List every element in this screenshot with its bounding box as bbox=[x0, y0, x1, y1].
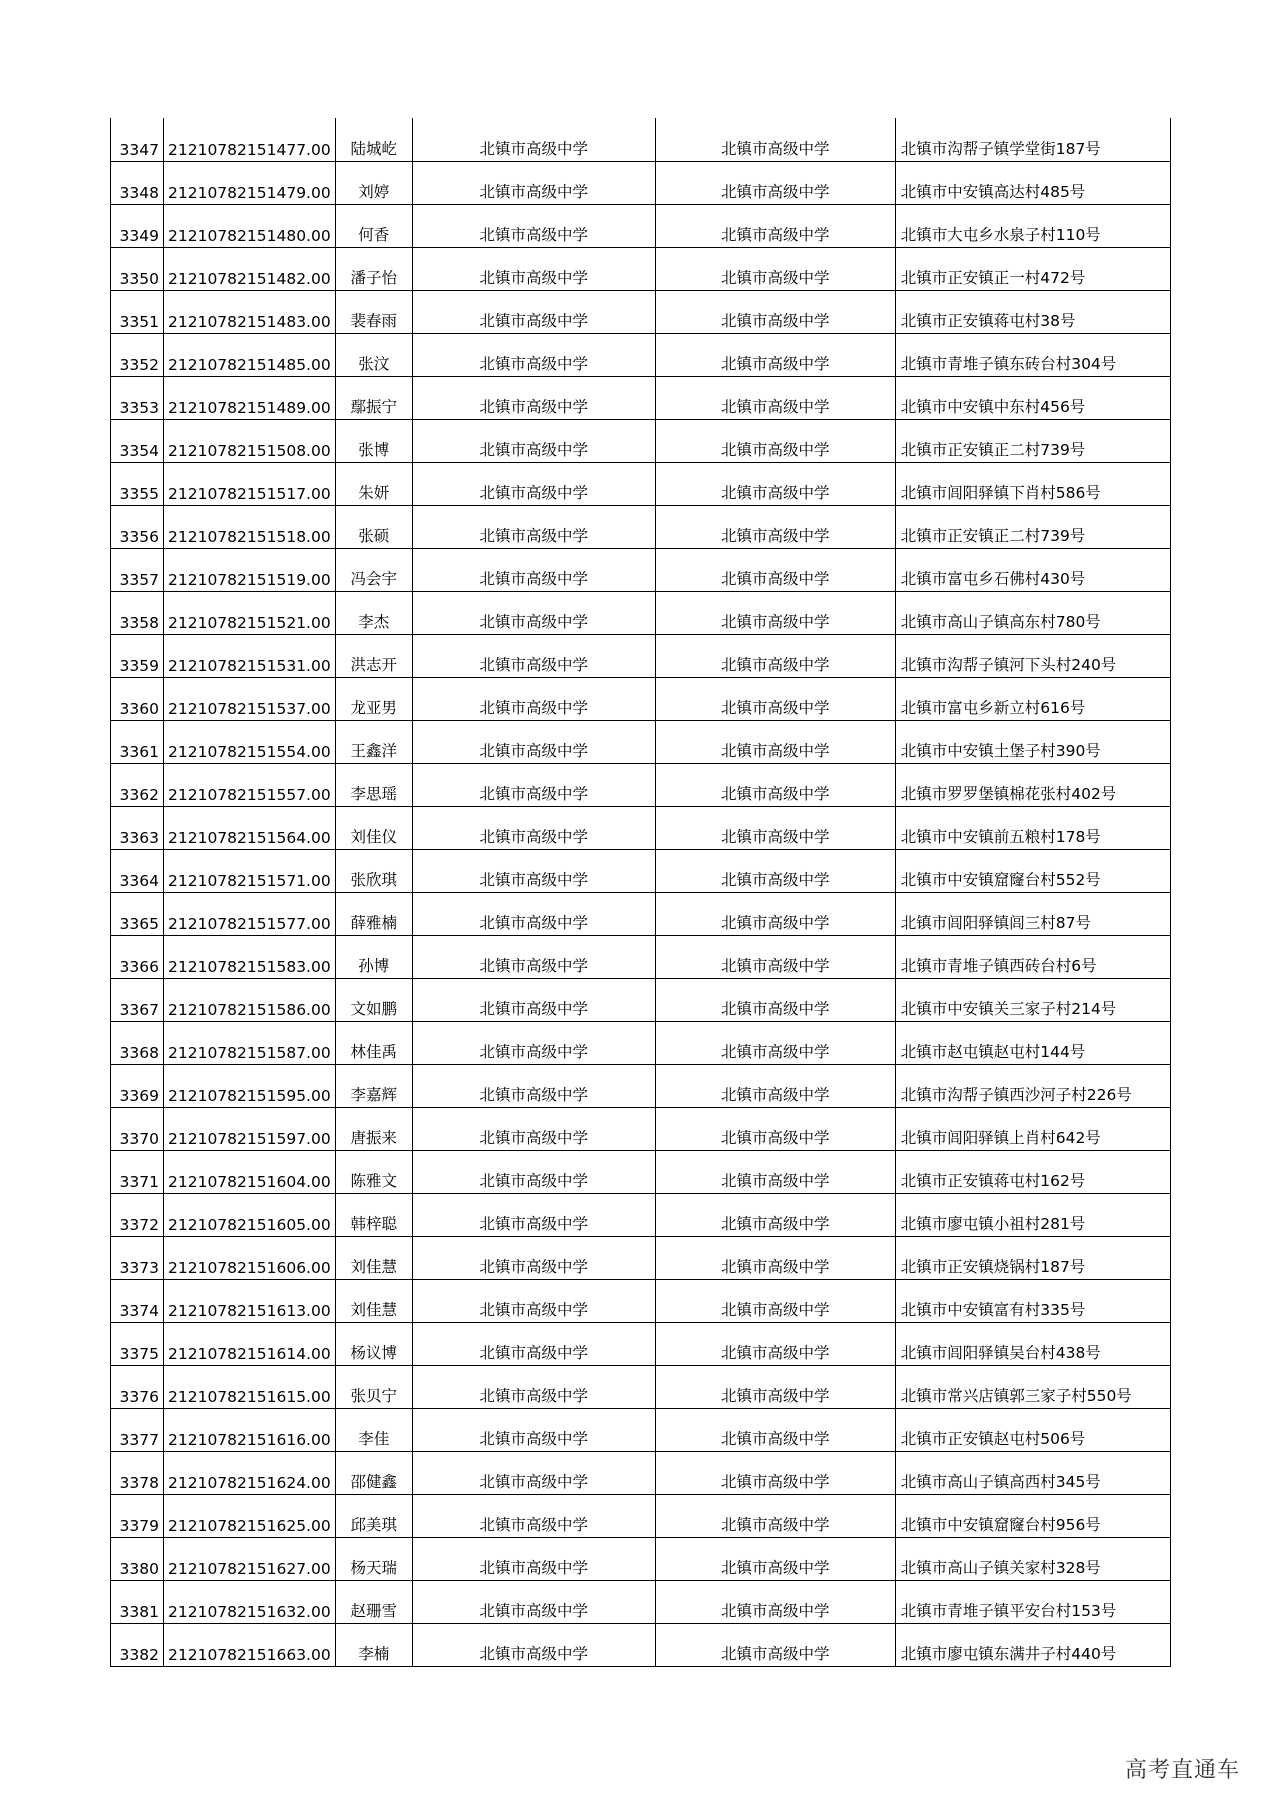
row-student-name: 唐振来 bbox=[335, 1107, 412, 1150]
row-seq-number: 3379 bbox=[111, 1494, 164, 1537]
row-seq-number: 3368 bbox=[111, 1021, 164, 1064]
row-home-address: 北镇市中安镇前五粮村178号 bbox=[895, 806, 1170, 849]
table-row bbox=[111, 1322, 1171, 1365]
row-seq-number: 3359 bbox=[111, 634, 164, 677]
row-exam-id: 21210782151587.00 bbox=[164, 1021, 336, 1064]
row-graduate-school: 北镇市高级中学 bbox=[412, 1494, 655, 1537]
table-row bbox=[111, 247, 1171, 290]
row-exam-id: 21210782151485.00 bbox=[164, 333, 336, 376]
table-row bbox=[111, 333, 1171, 376]
row-admitted-school: 北镇市高级中学 bbox=[655, 849, 895, 892]
row-admitted-school: 北镇市高级中学 bbox=[655, 892, 895, 935]
row-home-address: 北镇市正安镇烧锅村187号 bbox=[895, 1236, 1170, 1279]
row-admitted-school: 北镇市高级中学 bbox=[655, 677, 895, 720]
row-home-address: 北镇市沟帮子镇河下头村240号 bbox=[895, 634, 1170, 677]
row-admitted-school: 北镇市高级中学 bbox=[655, 935, 895, 978]
row-graduate-school: 北镇市高级中学 bbox=[412, 1064, 655, 1107]
row-seq-number: 3378 bbox=[111, 1451, 164, 1494]
row-graduate-school: 北镇市高级中学 bbox=[412, 677, 655, 720]
table-row bbox=[111, 1623, 1171, 1666]
row-seq-number: 3356 bbox=[111, 505, 164, 548]
table-row bbox=[111, 1150, 1171, 1193]
row-student-name: 薛雅楠 bbox=[335, 892, 412, 935]
row-student-name: 邵健鑫 bbox=[335, 1451, 412, 1494]
table-row bbox=[111, 720, 1171, 763]
row-graduate-school: 北镇市高级中学 bbox=[412, 849, 655, 892]
table-row bbox=[111, 806, 1171, 849]
row-graduate-school: 北镇市高级中学 bbox=[412, 505, 655, 548]
row-home-address: 北镇市闾阳驿镇下肖村586号 bbox=[895, 462, 1170, 505]
row-student-name: 陈雅文 bbox=[335, 1150, 412, 1193]
row-exam-id: 21210782151482.00 bbox=[164, 247, 336, 290]
row-home-address: 北镇市中安镇富有村335号 bbox=[895, 1279, 1170, 1322]
row-seq-number: 3348 bbox=[111, 161, 164, 204]
row-admitted-school: 北镇市高级中学 bbox=[655, 720, 895, 763]
row-home-address: 北镇市廖屯镇小祖村281号 bbox=[895, 1193, 1170, 1236]
row-exam-id: 21210782151615.00 bbox=[164, 1365, 336, 1408]
row-home-address: 北镇市闾阳驿镇上肖村642号 bbox=[895, 1107, 1170, 1150]
row-home-address: 北镇市正安镇正二村739号 bbox=[895, 419, 1170, 462]
row-admitted-school: 北镇市高级中学 bbox=[655, 1150, 895, 1193]
row-student-name: 潘子怡 bbox=[335, 247, 412, 290]
row-home-address: 北镇市正安镇蒋屯村38号 bbox=[895, 290, 1170, 333]
row-exam-id: 21210782151586.00 bbox=[164, 978, 336, 1021]
row-student-name: 龙亚男 bbox=[335, 677, 412, 720]
row-admitted-school: 北镇市高级中学 bbox=[655, 591, 895, 634]
row-home-address: 北镇市高山子镇高西村345号 bbox=[895, 1451, 1170, 1494]
row-exam-id: 21210782151597.00 bbox=[164, 1107, 336, 1150]
row-graduate-school: 北镇市高级中学 bbox=[412, 1236, 655, 1279]
row-admitted-school: 北镇市高级中学 bbox=[655, 1279, 895, 1322]
table-row bbox=[111, 1193, 1171, 1236]
row-student-name: 李杰 bbox=[335, 591, 412, 634]
row-home-address: 北镇市中安镇关三家子村214号 bbox=[895, 978, 1170, 1021]
row-graduate-school: 北镇市高级中学 bbox=[412, 333, 655, 376]
row-seq-number: 3351 bbox=[111, 290, 164, 333]
row-student-name: 张硕 bbox=[335, 505, 412, 548]
row-student-name: 朱妍 bbox=[335, 462, 412, 505]
row-graduate-school: 北镇市高级中学 bbox=[412, 161, 655, 204]
row-exam-id: 21210782151624.00 bbox=[164, 1451, 336, 1494]
row-home-address: 北镇市常兴店镇郭三家子村550号 bbox=[895, 1365, 1170, 1408]
row-exam-id: 21210782151616.00 bbox=[164, 1408, 336, 1451]
row-admitted-school: 北镇市高级中学 bbox=[655, 376, 895, 419]
row-graduate-school: 北镇市高级中学 bbox=[412, 1451, 655, 1494]
row-admitted-school: 北镇市高级中学 bbox=[655, 548, 895, 591]
row-seq-number: 3350 bbox=[111, 247, 164, 290]
table-row bbox=[111, 1279, 1171, 1322]
row-admitted-school: 北镇市高级中学 bbox=[655, 290, 895, 333]
table-row bbox=[111, 763, 1171, 806]
row-exam-id: 21210782151531.00 bbox=[164, 634, 336, 677]
row-home-address: 北镇市正安镇赵屯村506号 bbox=[895, 1408, 1170, 1451]
table-row bbox=[111, 1580, 1171, 1623]
row-admitted-school: 北镇市高级中学 bbox=[655, 1193, 895, 1236]
row-seq-number: 3353 bbox=[111, 376, 164, 419]
row-graduate-school: 北镇市高级中学 bbox=[412, 376, 655, 419]
row-student-name: 王鑫洋 bbox=[335, 720, 412, 763]
table-row bbox=[111, 1107, 1171, 1150]
row-exam-id: 21210782151577.00 bbox=[164, 892, 336, 935]
row-seq-number: 3373 bbox=[111, 1236, 164, 1279]
table-row bbox=[111, 677, 1171, 720]
table-row bbox=[111, 1451, 1171, 1494]
row-exam-id: 21210782151632.00 bbox=[164, 1580, 336, 1623]
row-graduate-school: 北镇市高级中学 bbox=[412, 1408, 655, 1451]
row-seq-number: 3376 bbox=[111, 1365, 164, 1408]
row-admitted-school: 北镇市高级中学 bbox=[655, 1451, 895, 1494]
row-home-address: 北镇市闾阳驿镇吴台村438号 bbox=[895, 1322, 1170, 1365]
row-home-address: 北镇市富屯乡石佛村430号 bbox=[895, 548, 1170, 591]
row-student-name: 刘佳仪 bbox=[335, 806, 412, 849]
table-row bbox=[111, 591, 1171, 634]
row-graduate-school: 北镇市高级中学 bbox=[412, 290, 655, 333]
row-student-name: 张欣琪 bbox=[335, 849, 412, 892]
row-admitted-school: 北镇市高级中学 bbox=[655, 505, 895, 548]
row-admitted-school: 北镇市高级中学 bbox=[655, 634, 895, 677]
table-row bbox=[111, 462, 1171, 505]
row-student-name: 李楠 bbox=[335, 1623, 412, 1666]
row-home-address: 北镇市廖屯镇东满井子村440号 bbox=[895, 1623, 1170, 1666]
table-row bbox=[111, 1494, 1171, 1537]
row-seq-number: 3357 bbox=[111, 548, 164, 591]
table-row bbox=[111, 204, 1171, 247]
row-graduate-school: 北镇市高级中学 bbox=[412, 118, 655, 161]
row-graduate-school: 北镇市高级中学 bbox=[412, 204, 655, 247]
row-seq-number: 3361 bbox=[111, 720, 164, 763]
row-student-name: 李嘉辉 bbox=[335, 1064, 412, 1107]
row-exam-id: 21210782151613.00 bbox=[164, 1279, 336, 1322]
row-exam-id: 21210782151595.00 bbox=[164, 1064, 336, 1107]
row-seq-number: 3354 bbox=[111, 419, 164, 462]
table-row bbox=[111, 548, 1171, 591]
row-seq-number: 3381 bbox=[111, 1580, 164, 1623]
row-home-address: 北镇市赵屯镇赵屯村144号 bbox=[895, 1021, 1170, 1064]
row-student-name: 孙博 bbox=[335, 935, 412, 978]
row-admitted-school: 北镇市高级中学 bbox=[655, 1021, 895, 1064]
table-row bbox=[111, 1236, 1171, 1279]
row-exam-id: 21210782151627.00 bbox=[164, 1537, 336, 1580]
table-row bbox=[111, 161, 1171, 204]
table-row bbox=[111, 849, 1171, 892]
row-student-name: 张贝宁 bbox=[335, 1365, 412, 1408]
row-student-name: 何香 bbox=[335, 204, 412, 247]
row-exam-id: 21210782151554.00 bbox=[164, 720, 336, 763]
row-graduate-school: 北镇市高级中学 bbox=[412, 1107, 655, 1150]
row-student-name: 林佳禹 bbox=[335, 1021, 412, 1064]
row-home-address: 北镇市沟帮子镇西沙河子村226号 bbox=[895, 1064, 1170, 1107]
row-student-name: 张博 bbox=[335, 419, 412, 462]
table-row bbox=[111, 376, 1171, 419]
row-exam-id: 21210782151489.00 bbox=[164, 376, 336, 419]
row-admitted-school: 北镇市高级中学 bbox=[655, 1107, 895, 1150]
row-graduate-school: 北镇市高级中学 bbox=[412, 1193, 655, 1236]
watermark-logo-text: 高考直通车 bbox=[1124, 1758, 1240, 1783]
row-student-name: 赵珊雪 bbox=[335, 1580, 412, 1623]
row-seq-number: 3375 bbox=[111, 1322, 164, 1365]
row-home-address: 北镇市青堆子镇西砖台村6号 bbox=[895, 935, 1170, 978]
row-student-name: 张汶 bbox=[335, 333, 412, 376]
row-admitted-school: 北镇市高级中学 bbox=[655, 462, 895, 505]
row-exam-id: 21210782151519.00 bbox=[164, 548, 336, 591]
table-row bbox=[111, 1408, 1171, 1451]
row-exam-id: 21210782151518.00 bbox=[164, 505, 336, 548]
row-graduate-school: 北镇市高级中学 bbox=[412, 1623, 655, 1666]
row-exam-id: 21210782151483.00 bbox=[164, 290, 336, 333]
row-exam-id: 21210782151537.00 bbox=[164, 677, 336, 720]
row-exam-id: 21210782151557.00 bbox=[164, 763, 336, 806]
row-seq-number: 3369 bbox=[111, 1064, 164, 1107]
row-seq-number: 3364 bbox=[111, 849, 164, 892]
table-row bbox=[111, 892, 1171, 935]
table-row bbox=[111, 1021, 1171, 1064]
row-home-address: 北镇市罗罗堡镇棉花张村402号 bbox=[895, 763, 1170, 806]
table-row bbox=[111, 634, 1171, 677]
row-seq-number: 3380 bbox=[111, 1537, 164, 1580]
row-home-address: 北镇市高山子镇关家村328号 bbox=[895, 1537, 1170, 1580]
row-home-address: 北镇市正安镇正二村739号 bbox=[895, 505, 1170, 548]
table-row bbox=[111, 118, 1171, 161]
row-home-address: 北镇市中安镇土堡子村390号 bbox=[895, 720, 1170, 763]
row-graduate-school: 北镇市高级中学 bbox=[412, 634, 655, 677]
row-student-name: 李佳 bbox=[335, 1408, 412, 1451]
row-student-name: 陆城屹 bbox=[335, 118, 412, 161]
row-graduate-school: 北镇市高级中学 bbox=[412, 247, 655, 290]
row-home-address: 北镇市富屯乡新立村616号 bbox=[895, 677, 1170, 720]
row-admitted-school: 北镇市高级中学 bbox=[655, 333, 895, 376]
row-seq-number: 3363 bbox=[111, 806, 164, 849]
row-seq-number: 3367 bbox=[111, 978, 164, 1021]
row-admitted-school: 北镇市高级中学 bbox=[655, 1236, 895, 1279]
table-row bbox=[111, 505, 1171, 548]
row-graduate-school: 北镇市高级中学 bbox=[412, 1580, 655, 1623]
row-student-name: 刘佳慧 bbox=[335, 1279, 412, 1322]
row-seq-number: 3352 bbox=[111, 333, 164, 376]
row-student-name: 李思瑶 bbox=[335, 763, 412, 806]
row-student-name: 文如鹏 bbox=[335, 978, 412, 1021]
table-row bbox=[111, 1064, 1171, 1107]
row-student-name: 杨议博 bbox=[335, 1322, 412, 1365]
row-home-address: 北镇市青堆子镇东砖台村304号 bbox=[895, 333, 1170, 376]
row-seq-number: 3382 bbox=[111, 1623, 164, 1666]
row-home-address: 北镇市正安镇正一村472号 bbox=[895, 247, 1170, 290]
row-seq-number: 3365 bbox=[111, 892, 164, 935]
row-seq-number: 3371 bbox=[111, 1150, 164, 1193]
row-admitted-school: 北镇市高级中学 bbox=[655, 1537, 895, 1580]
row-graduate-school: 北镇市高级中学 bbox=[412, 1537, 655, 1580]
row-seq-number: 3347 bbox=[111, 118, 164, 161]
row-graduate-school: 北镇市高级中学 bbox=[412, 1365, 655, 1408]
row-home-address: 北镇市沟帮子镇学堂街187号 bbox=[895, 118, 1170, 161]
row-student-name: 邱美琪 bbox=[335, 1494, 412, 1537]
row-graduate-school: 北镇市高级中学 bbox=[412, 763, 655, 806]
row-graduate-school: 北镇市高级中学 bbox=[412, 892, 655, 935]
table-row bbox=[111, 935, 1171, 978]
row-seq-number: 3355 bbox=[111, 462, 164, 505]
row-graduate-school: 北镇市高级中学 bbox=[412, 1021, 655, 1064]
row-admitted-school: 北镇市高级中学 bbox=[655, 1623, 895, 1666]
admission-list-table bbox=[110, 118, 1171, 1667]
row-seq-number: 3358 bbox=[111, 591, 164, 634]
row-exam-id: 21210782151606.00 bbox=[164, 1236, 336, 1279]
row-seq-number: 3349 bbox=[111, 204, 164, 247]
row-exam-id: 21210782151604.00 bbox=[164, 1150, 336, 1193]
row-admitted-school: 北镇市高级中学 bbox=[655, 763, 895, 806]
table-row bbox=[111, 978, 1171, 1021]
row-admitted-school: 北镇市高级中学 bbox=[655, 204, 895, 247]
row-exam-id: 21210782151614.00 bbox=[164, 1322, 336, 1365]
row-exam-id: 21210782151663.00 bbox=[164, 1623, 336, 1666]
row-admitted-school: 北镇市高级中学 bbox=[655, 1322, 895, 1365]
row-graduate-school: 北镇市高级中学 bbox=[412, 548, 655, 591]
row-seq-number: 3377 bbox=[111, 1408, 164, 1451]
row-home-address: 北镇市闾阳驿镇闾三村87号 bbox=[895, 892, 1170, 935]
row-home-address: 北镇市大屯乡水泉子村110号 bbox=[895, 204, 1170, 247]
row-seq-number: 3374 bbox=[111, 1279, 164, 1322]
row-seq-number: 3372 bbox=[111, 1193, 164, 1236]
table-row bbox=[111, 1537, 1171, 1580]
row-admitted-school: 北镇市高级中学 bbox=[655, 1064, 895, 1107]
row-home-address: 北镇市中安镇高达村485号 bbox=[895, 161, 1170, 204]
row-admitted-school: 北镇市高级中学 bbox=[655, 806, 895, 849]
row-graduate-school: 北镇市高级中学 bbox=[412, 720, 655, 763]
table-row bbox=[111, 290, 1171, 333]
row-student-name: 刘婷 bbox=[335, 161, 412, 204]
row-graduate-school: 北镇市高级中学 bbox=[412, 462, 655, 505]
row-admitted-school: 北镇市高级中学 bbox=[655, 1580, 895, 1623]
row-home-address: 北镇市高山子镇高东村780号 bbox=[895, 591, 1170, 634]
row-exam-id: 21210782151508.00 bbox=[164, 419, 336, 462]
row-exam-id: 21210782151480.00 bbox=[164, 204, 336, 247]
row-admitted-school: 北镇市高级中学 bbox=[655, 247, 895, 290]
row-admitted-school: 北镇市高级中学 bbox=[655, 161, 895, 204]
row-home-address: 北镇市正安镇蒋屯村162号 bbox=[895, 1150, 1170, 1193]
row-graduate-school: 北镇市高级中学 bbox=[412, 935, 655, 978]
row-admitted-school: 北镇市高级中学 bbox=[655, 1494, 895, 1537]
row-exam-id: 21210782151479.00 bbox=[164, 161, 336, 204]
row-graduate-school: 北镇市高级中学 bbox=[412, 419, 655, 462]
row-student-name: 鄢振宁 bbox=[335, 376, 412, 419]
row-graduate-school: 北镇市高级中学 bbox=[412, 1150, 655, 1193]
row-admitted-school: 北镇市高级中学 bbox=[655, 978, 895, 1021]
row-exam-id: 21210782151605.00 bbox=[164, 1193, 336, 1236]
row-graduate-school: 北镇市高级中学 bbox=[412, 1322, 655, 1365]
table-body bbox=[111, 118, 1171, 1666]
row-graduate-school: 北镇市高级中学 bbox=[412, 591, 655, 634]
row-home-address: 北镇市中安镇窟窿台村956号 bbox=[895, 1494, 1170, 1537]
table-row bbox=[111, 419, 1171, 462]
row-student-name: 韩梓聪 bbox=[335, 1193, 412, 1236]
row-student-name: 裴春雨 bbox=[335, 290, 412, 333]
row-exam-id: 21210782151477.00 bbox=[164, 118, 336, 161]
row-admitted-school: 北镇市高级中学 bbox=[655, 419, 895, 462]
row-admitted-school: 北镇市高级中学 bbox=[655, 1365, 895, 1408]
table-row bbox=[111, 1365, 1171, 1408]
row-seq-number: 3360 bbox=[111, 677, 164, 720]
row-seq-number: 3362 bbox=[111, 763, 164, 806]
row-exam-id: 21210782151517.00 bbox=[164, 462, 336, 505]
row-student-name: 杨天瑞 bbox=[335, 1537, 412, 1580]
row-exam-id: 21210782151564.00 bbox=[164, 806, 336, 849]
row-exam-id: 21210782151625.00 bbox=[164, 1494, 336, 1537]
row-home-address: 北镇市中安镇窟窿台村552号 bbox=[895, 849, 1170, 892]
row-graduate-school: 北镇市高级中学 bbox=[412, 806, 655, 849]
row-home-address: 北镇市中安镇中东村456号 bbox=[895, 376, 1170, 419]
row-home-address: 北镇市青堆子镇平安台村153号 bbox=[895, 1580, 1170, 1623]
row-graduate-school: 北镇市高级中学 bbox=[412, 1279, 655, 1322]
row-student-name: 洪志开 bbox=[335, 634, 412, 677]
row-graduate-school: 北镇市高级中学 bbox=[412, 978, 655, 1021]
row-exam-id: 21210782151521.00 bbox=[164, 591, 336, 634]
row-seq-number: 3370 bbox=[111, 1107, 164, 1150]
row-admitted-school: 北镇市高级中学 bbox=[655, 1408, 895, 1451]
row-exam-id: 21210782151571.00 bbox=[164, 849, 336, 892]
row-student-name: 刘佳慧 bbox=[335, 1236, 412, 1279]
row-student-name: 冯会宇 bbox=[335, 548, 412, 591]
row-exam-id: 21210782151583.00 bbox=[164, 935, 336, 978]
row-seq-number: 3366 bbox=[111, 935, 164, 978]
row-admitted-school: 北镇市高级中学 bbox=[655, 118, 895, 161]
